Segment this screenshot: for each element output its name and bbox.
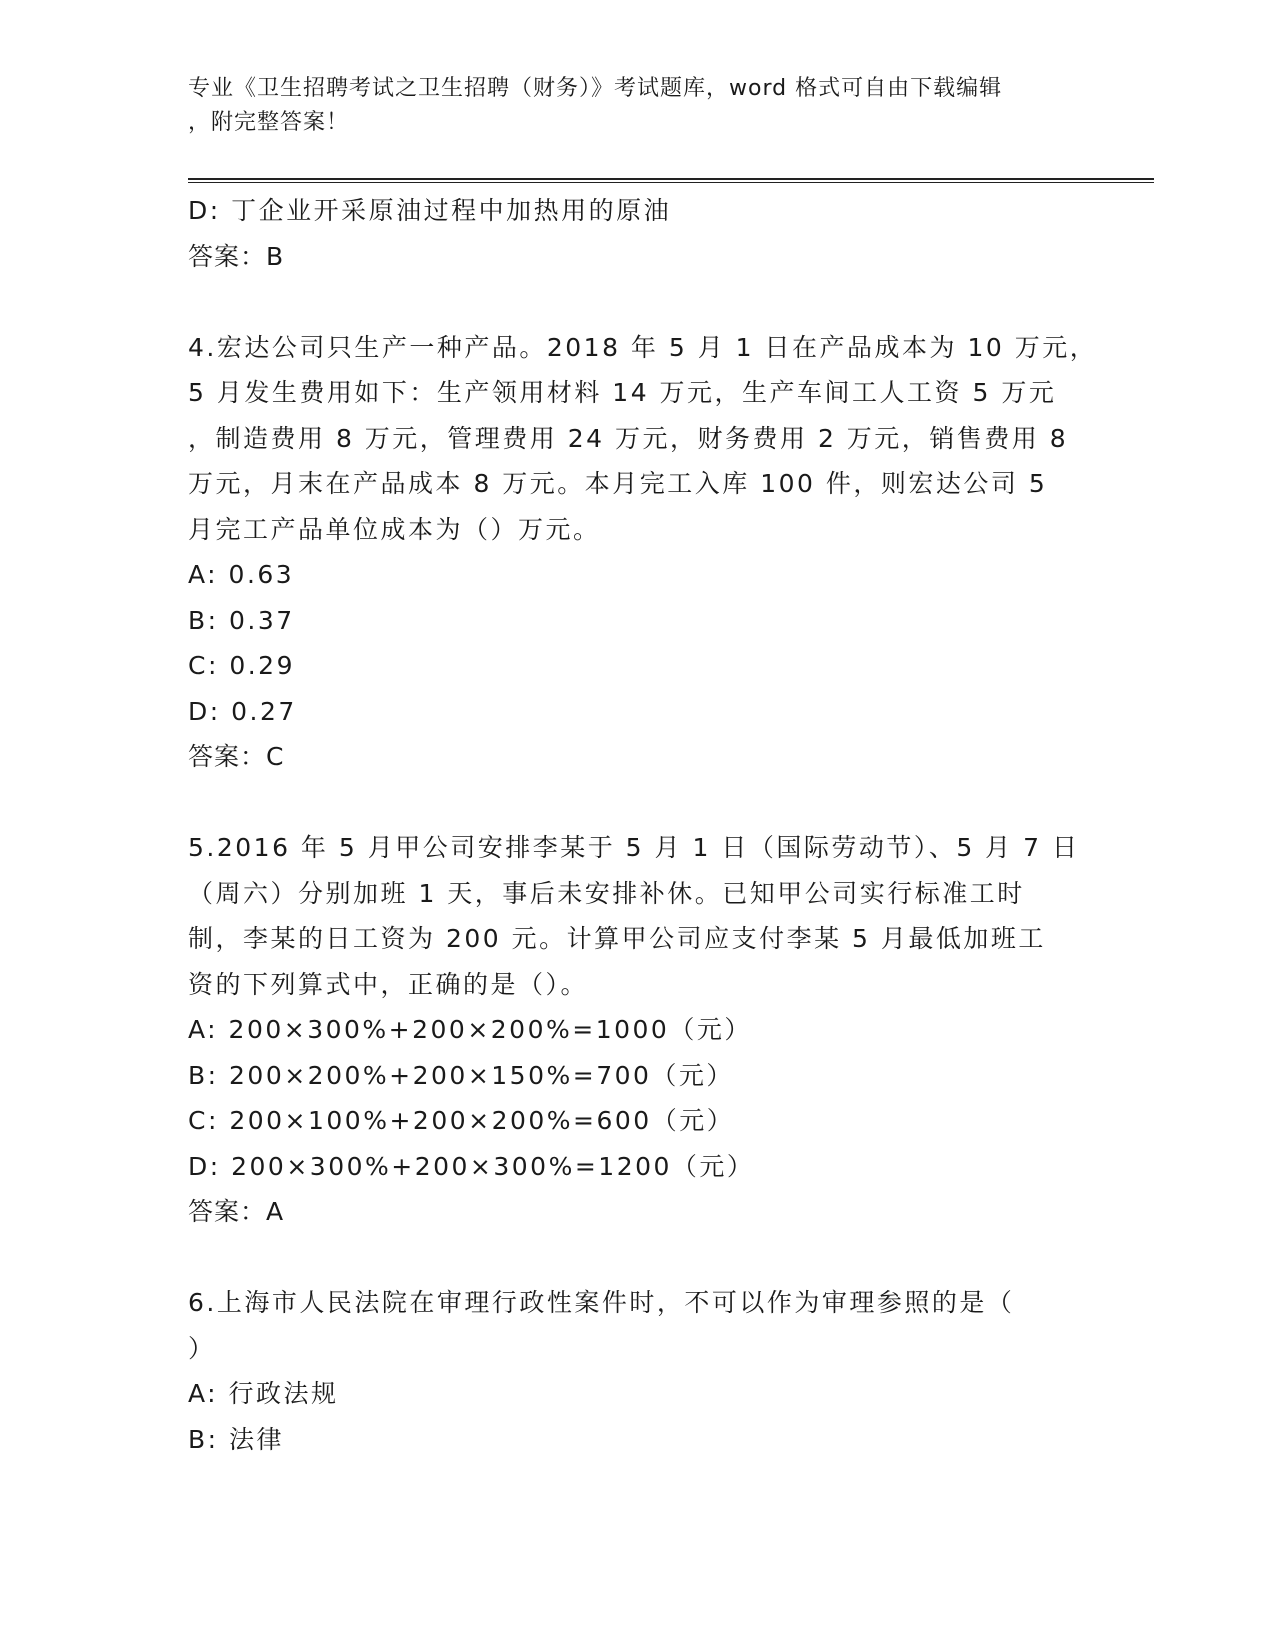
q6-stem-line: ） bbox=[188, 1333, 216, 1363]
q4-option-a: A: 0.63 bbox=[188, 560, 295, 589]
q4-stem-line: 月完工产品单位成本为（）万元。 bbox=[188, 514, 601, 544]
q4-option-b: B: 0.37 bbox=[188, 605, 295, 635]
q6-stem-line: 6.上海市人民法院在审理行政性案件时，不可以作为审理参照的是（ bbox=[188, 1288, 1015, 1317]
q4-stem-line: 万元，月末在产品成本 8 万元。本月完工入库 100 件，则宏达公司 5 bbox=[188, 469, 1048, 498]
q5-option-c: C: 200×100%+200×200%=600（元） bbox=[188, 1106, 735, 1135]
spacer bbox=[188, 780, 1068, 826]
q3-answer: 答案：B bbox=[188, 241, 285, 271]
header-divider bbox=[188, 178, 1154, 183]
q4-option-d: D: 0.27 bbox=[188, 696, 297, 726]
q4-stem-line: ，制造费用 8 万元，管理费用 24 万元，财务费用 2 万元，销售费用 8 bbox=[188, 423, 1069, 453]
q4-stem-line: 4.宏达公司只生产一种产品。2018 年 5 月 1 日在产品成本为 10 万元， bbox=[188, 332, 1098, 362]
q6-option-a: A: 行政法规 bbox=[188, 1379, 339, 1408]
header-line-2: ，附完整答案！ bbox=[188, 110, 350, 135]
q5-answer: 答案：A bbox=[188, 1197, 285, 1226]
q3-option-d: D: 丁企业开采原油过程中加热用的原油 bbox=[188, 196, 672, 225]
question-4 bbox=[188, 325, 1098, 780]
q6-option-b: B: 法律 bbox=[188, 1424, 285, 1454]
q5-stem-line: （周六）分别加班 1 天，事后未安排补休。已知甲公司实行标准工时 bbox=[188, 878, 1025, 908]
q4-option-c: C: 0.29 bbox=[188, 651, 295, 680]
q5-option-a: A: 200×300%+200×200%=1000（元） bbox=[188, 1015, 752, 1044]
q5-stem-line: 5.2016 年 5 月甲公司安排李某于 5 月 1 日（国际劳动节）、5 月 7 日 bbox=[188, 833, 1080, 862]
document-body bbox=[188, 188, 1098, 1462]
q4-stem-line: 5 月发生费用如下：生产领用材料 14 万元，生产车间工人工资 5 万元 bbox=[188, 378, 1057, 407]
q5-stem-line: 制，李某的日工资为 200 元。计算甲公司应支付李某 5 月最低加班工 bbox=[188, 924, 1046, 953]
q5-option-d: D: 200×300%+200×300%=1200（元） bbox=[188, 1151, 755, 1181]
header-line-1: 专业《卫生招聘考试之卫生招聘（财务）》考试题库，word 格式可自由下载编辑 bbox=[188, 76, 1003, 101]
spacer bbox=[188, 279, 1068, 325]
q5-stem-line: 资的下列算式中，正确的是（）。 bbox=[188, 969, 589, 999]
page-header bbox=[188, 72, 1068, 140]
spacer bbox=[188, 1235, 1068, 1281]
question-5 bbox=[188, 825, 1080, 1235]
question-6 bbox=[188, 1280, 1068, 1462]
q4-answer: 答案：C bbox=[188, 742, 285, 771]
q5-option-b: B: 200×200%+200×150%=700（元） bbox=[188, 1060, 734, 1090]
